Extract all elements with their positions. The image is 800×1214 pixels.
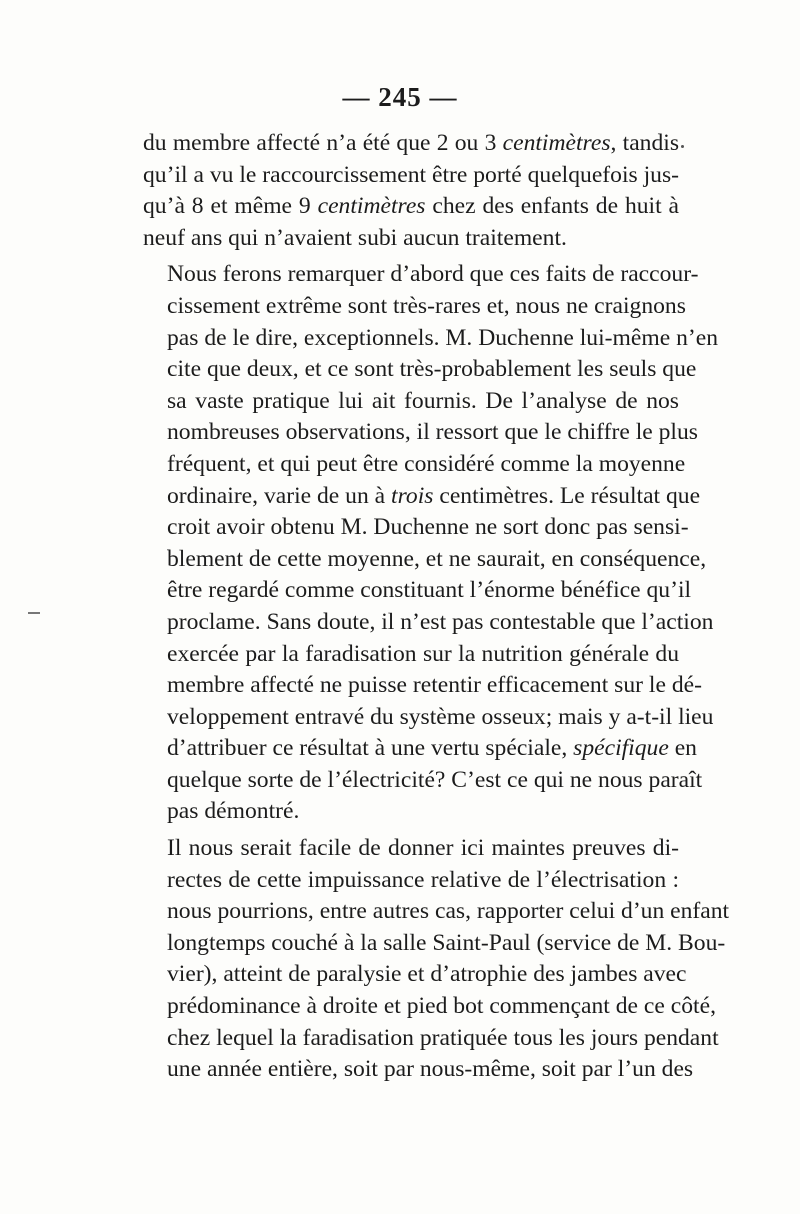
text-line: blement de cette moyenne, et ne saurait, en conséquence,	[167, 545, 707, 572]
text-line: quelque sorte de l’électricité? C’est ce qui ne nous paraît	[167, 766, 703, 793]
page-number: — 245 —	[342, 82, 458, 112]
text-line: Il nous serait facile de donner ici maintes preuves di-	[167, 835, 679, 862]
text-line: pas démontré.	[167, 798, 300, 825]
text-line: exercée par la faradisation sur la nutrition générale du	[167, 640, 679, 667]
body-text	[143, 128, 730, 1086]
text-line: vier), atteint de paralysie et d’atrophie des jambes avec	[167, 961, 687, 988]
margin-dot	[681, 145, 684, 148]
text-line: longtemps couché à la salle Saint-Paul (service de M. Bou-	[167, 929, 726, 956]
italic-word: centimètres	[502, 130, 611, 156]
text-line: qu’il a vu le raccourcissement être porté quelquefois jus-	[143, 161, 679, 188]
text-line: qu’à 8 et même 9 centimètres chez des enfants de huit à	[143, 193, 679, 220]
paragraph-2	[143, 259, 718, 828]
paragraph-1	[143, 128, 679, 254]
text-line: sa vaste pratique lui ait fournis. De l’analyse de nos	[167, 387, 679, 414]
text-line: cissement extrême sont très-rares et, nous ne craignons	[167, 292, 686, 319]
margin-mark	[28, 612, 40, 614]
text-line: Nous ferons remarquer d’abord que ces faits de raccour-	[167, 261, 699, 288]
text-line: rectes de cette impuissance relative de l’électrisation :	[167, 866, 679, 893]
text-line: prédominance à droite et pied bot commençant de ce côté,	[167, 993, 716, 1020]
text-line: proclame. Sans doute, il n’est pas contestable que l’action	[167, 608, 714, 635]
text-line: veloppement entravé du système osseux; mais y a-t-il lieu	[167, 703, 714, 730]
text-line: une année entière, soit par nous-même, soit par l’un des	[167, 1056, 694, 1083]
text-line: chez lequel la faradisation pratiquée tous les jours pendant	[167, 1024, 719, 1051]
text-line: neuf ans qui n’avaient subi aucun traitement.	[143, 224, 567, 251]
text-line: d’attribuer ce résultat à une vertu spéciale, spécifique en	[167, 735, 697, 762]
text-line: ordinaire, varie de un à trois centimètres. Le résultat que	[167, 482, 701, 509]
italic-word: trois	[391, 482, 434, 509]
text-line: nous pourrions, entre autres cas, rapporter celui d’un enfant	[167, 898, 730, 925]
text-line: du membre affecté n’a été que 2 ou 3 centimètres, tandis	[143, 130, 680, 156]
italic-word: centimètres	[317, 193, 426, 220]
text-line: pas de le dire, exceptionnels. M. Duchenne lui-même n’en	[167, 324, 718, 351]
paragraph-3	[143, 833, 730, 1086]
text-line: fréquent, et qui peut être considéré comme la moyenne	[167, 450, 686, 477]
text-line: membre affecté ne puisse retentir efficacement sur le dé-	[167, 672, 702, 699]
text-line: nombreuses observations, il ressort que le chiffre le plus	[167, 419, 698, 446]
italic-word: spécifique	[573, 735, 669, 762]
text-line: cite que deux, et ce sont très-probablement les seuls que	[167, 356, 697, 383]
text-line: être regardé comme constituant l’énorme bénéfice qu’il	[167, 577, 692, 604]
text-line: croit avoir obtenu M. Duchenne ne sort donc pas sensi-	[167, 514, 689, 541]
